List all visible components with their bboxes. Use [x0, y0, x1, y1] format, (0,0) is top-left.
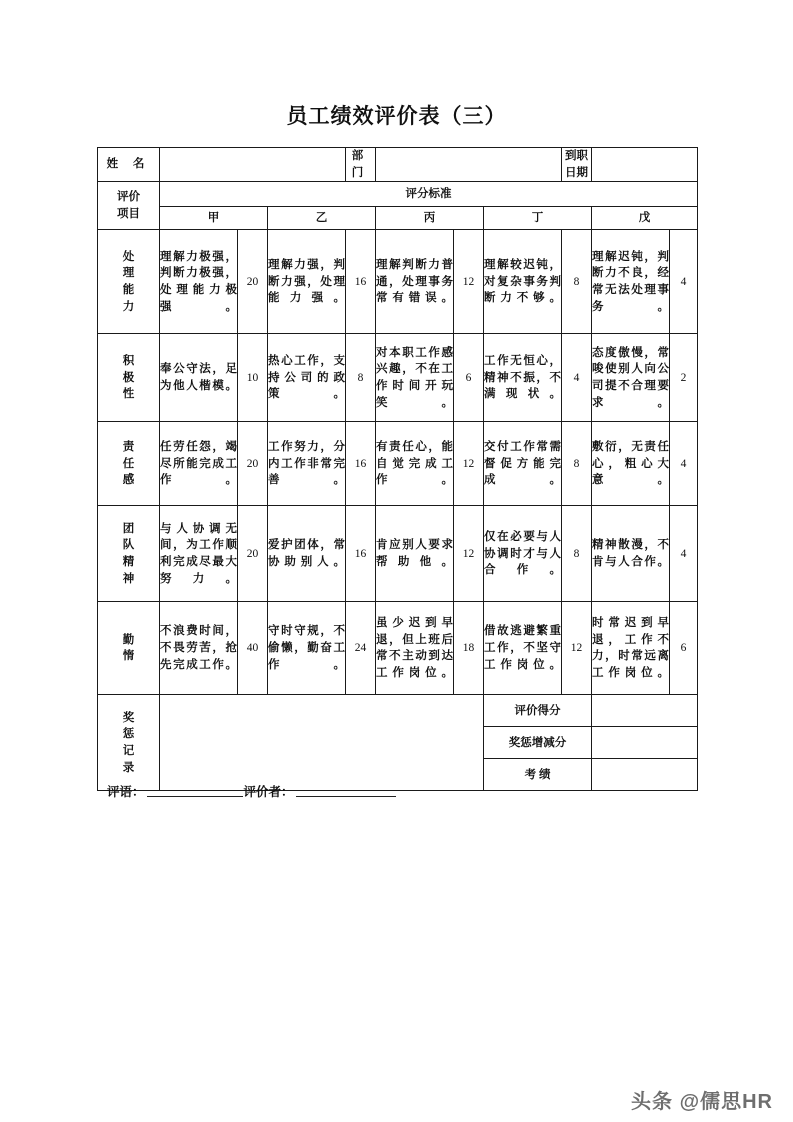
- evaluation-table: [97, 147, 698, 791]
- criterion-label-initiative: [98, 334, 160, 422]
- grade-header-ding: 丁: [484, 207, 592, 230]
- criterion-description: 仅在必要与人协调时才与人合作。: [484, 506, 562, 602]
- criterion-score: 16: [346, 230, 376, 334]
- record-char: 奖: [122, 711, 135, 724]
- table-row-standard-header: [98, 182, 698, 207]
- criterion-char: 队: [122, 539, 135, 552]
- name-field[interactable]: [160, 148, 346, 182]
- criterion-char: 处: [122, 250, 135, 263]
- criterion-score: 16: [346, 506, 376, 602]
- criterion-score: 4: [670, 422, 698, 506]
- grade-header-yi: 乙: [268, 207, 376, 230]
- criterion-char: 积: [122, 354, 135, 367]
- criterion-description: 交付工作常需督促方能完成。: [484, 422, 562, 506]
- criterion-description: 肯应别人要求帮助他。: [376, 506, 454, 602]
- criterion-score: 12: [454, 230, 484, 334]
- final-grade-label: 考 绩: [484, 759, 592, 791]
- grade-header-jia: 甲: [160, 207, 268, 230]
- final-grade-field[interactable]: [592, 759, 698, 791]
- criterion-description: 爱护团体，常协助别人。: [268, 506, 346, 602]
- watermark: 头条 @儒思HR: [631, 1091, 773, 1113]
- hire-date-label: 到职日期: [562, 148, 592, 182]
- criterion-score: 20: [238, 230, 268, 334]
- department-label: 部 门: [346, 148, 376, 182]
- criterion-char: 任: [122, 457, 135, 470]
- evaluator-input[interactable]: [296, 786, 396, 797]
- criterion-description: 热心工作，支持公司的政策。: [268, 334, 346, 422]
- criterion-description: 不浪费时间，不畏劳苦，抢先完成工作。: [160, 602, 238, 695]
- criterion-description: 时常迟到早退，工作不力，时常远离工作岗位。: [592, 602, 670, 695]
- criterion-description: 理解力强，判断力强，处理能力强。: [268, 230, 346, 334]
- criterion-description: 虽少迟到早退，但上班后常不主动到达工作岗位。: [376, 602, 454, 695]
- criterion-char: 理: [122, 267, 135, 280]
- criterion-description: 敷衍，无责任心，粗心大意。: [592, 422, 670, 506]
- criterion-description: 有责任心，能自觉完成工作。: [376, 422, 454, 506]
- criterion-char: 惰: [122, 650, 135, 663]
- reward-penalty-adjust-field[interactable]: [592, 727, 698, 759]
- total-score-label: 评价得分: [484, 695, 592, 727]
- criterion-score: 4: [670, 230, 698, 334]
- criterion-score: 8: [562, 422, 592, 506]
- record-char: 录: [122, 761, 135, 774]
- criterion-score: 6: [454, 334, 484, 422]
- criterion-description: 对本职工作感兴趣，不在工作时间开玩笑。: [376, 334, 454, 422]
- criterion-char: 团: [122, 522, 135, 535]
- criteria-item-header: [98, 182, 160, 230]
- table-row-criterion: [98, 334, 698, 422]
- criterion-description: 与人协调无间，为工作顺利完成尽最大努力。: [160, 506, 238, 602]
- criterion-char: 能: [122, 283, 135, 296]
- criterion-char: 勤: [122, 633, 135, 646]
- scoring-standard-header: 评分标准: [160, 182, 698, 207]
- record-char: 惩: [122, 728, 135, 741]
- table-row-grade-header: [98, 207, 698, 230]
- grade-header-bing: 丙: [376, 207, 484, 230]
- page-title: 员工绩效评价表（三）: [286, 104, 507, 128]
- comment-label: 评语：: [107, 785, 145, 799]
- table-row-criterion: [98, 602, 698, 695]
- criterion-label-responsibility: [98, 422, 160, 506]
- criterion-score: 20: [238, 506, 268, 602]
- record-char: 记: [122, 744, 135, 757]
- table-row-summary-score: [98, 695, 698, 727]
- criterion-label-diligence: [98, 602, 160, 695]
- comment-input[interactable]: [147, 786, 243, 797]
- criterion-char: 极: [122, 371, 135, 384]
- table-row-criterion: [98, 422, 698, 506]
- criterion-score: 8: [562, 506, 592, 602]
- criterion-description: 借故逃避繁重工作，不坚守工作岗位。: [484, 602, 562, 695]
- criterion-score: 4: [562, 334, 592, 422]
- criterion-description: 精神散漫，不肯与人合作。: [592, 506, 670, 602]
- criterion-label-handling-ability: [98, 230, 160, 334]
- criterion-description: 工作无恒心，精神不振，不满现状。: [484, 334, 562, 422]
- criterion-score: 24: [346, 602, 376, 695]
- criterion-description: 理解力极强，判断力极强，处理能力极强。: [160, 230, 238, 334]
- criterion-char: 神: [122, 572, 135, 585]
- criterion-description: 工作努力，分内工作非常完善。: [268, 422, 346, 506]
- reward-penalty-record-field[interactable]: [160, 695, 484, 791]
- table-row-identity: [98, 148, 698, 182]
- total-score-field[interactable]: [592, 695, 698, 727]
- reward-penalty-adjust-label: 奖惩增减分: [484, 727, 592, 759]
- criterion-char: 性: [122, 388, 135, 401]
- criterion-score: 6: [670, 602, 698, 695]
- criterion-score: 12: [454, 506, 484, 602]
- evaluator-label: 评价者：: [243, 785, 294, 799]
- criterion-label-teamwork: [98, 506, 160, 602]
- criterion-char: 力: [122, 300, 135, 313]
- criterion-char: 责: [122, 440, 135, 453]
- criterion-score: 16: [346, 422, 376, 506]
- criterion-score: 8: [562, 230, 592, 334]
- criterion-description: 奉公守法，足为他人楷模。: [160, 334, 238, 422]
- criterion-char: 精: [122, 555, 135, 568]
- criterion-score: 40: [238, 602, 268, 695]
- criterion-score: 12: [454, 422, 484, 506]
- grade-header-wu: 戊: [592, 207, 698, 230]
- criterion-description: 理解迟钝，判断力不良，经常无法处理事务。: [592, 230, 670, 334]
- criterion-score: 8: [346, 334, 376, 422]
- criterion-description: 任劳任怨，竭尽所能完成工作。: [160, 422, 238, 506]
- criterion-score: 2: [670, 334, 698, 422]
- table-row-criterion: [98, 506, 698, 602]
- criterion-char: 感: [122, 474, 135, 487]
- criterion-score: 10: [238, 334, 268, 422]
- criterion-score: 12: [562, 602, 592, 695]
- department-field[interactable]: [376, 148, 562, 182]
- criterion-description: 态度傲慢，常唆使别人向公司提不合理要求。: [592, 334, 670, 422]
- reward-penalty-record-label: [98, 695, 160, 791]
- name-label: 姓 名: [98, 148, 160, 182]
- criteria-item-header-line1: 评价: [117, 191, 140, 204]
- hire-date-field[interactable]: [592, 148, 698, 182]
- table-row-criterion: [98, 230, 698, 334]
- criterion-score: 20: [238, 422, 268, 506]
- criterion-description: 理解判断力普通，处理事务常有错误。: [376, 230, 454, 334]
- criterion-description: 理解较迟钝，对复杂事务判断力不够。: [484, 230, 562, 334]
- criteria-item-header-line2: 项目: [117, 207, 140, 220]
- criterion-score: 4: [670, 506, 698, 602]
- criterion-score: 18: [454, 602, 484, 695]
- footer-signature-line: [107, 782, 397, 800]
- criterion-description: 守时守规，不偷懒，勤奋工作。: [268, 602, 346, 695]
- evaluation-table-wrapper: [97, 147, 697, 791]
